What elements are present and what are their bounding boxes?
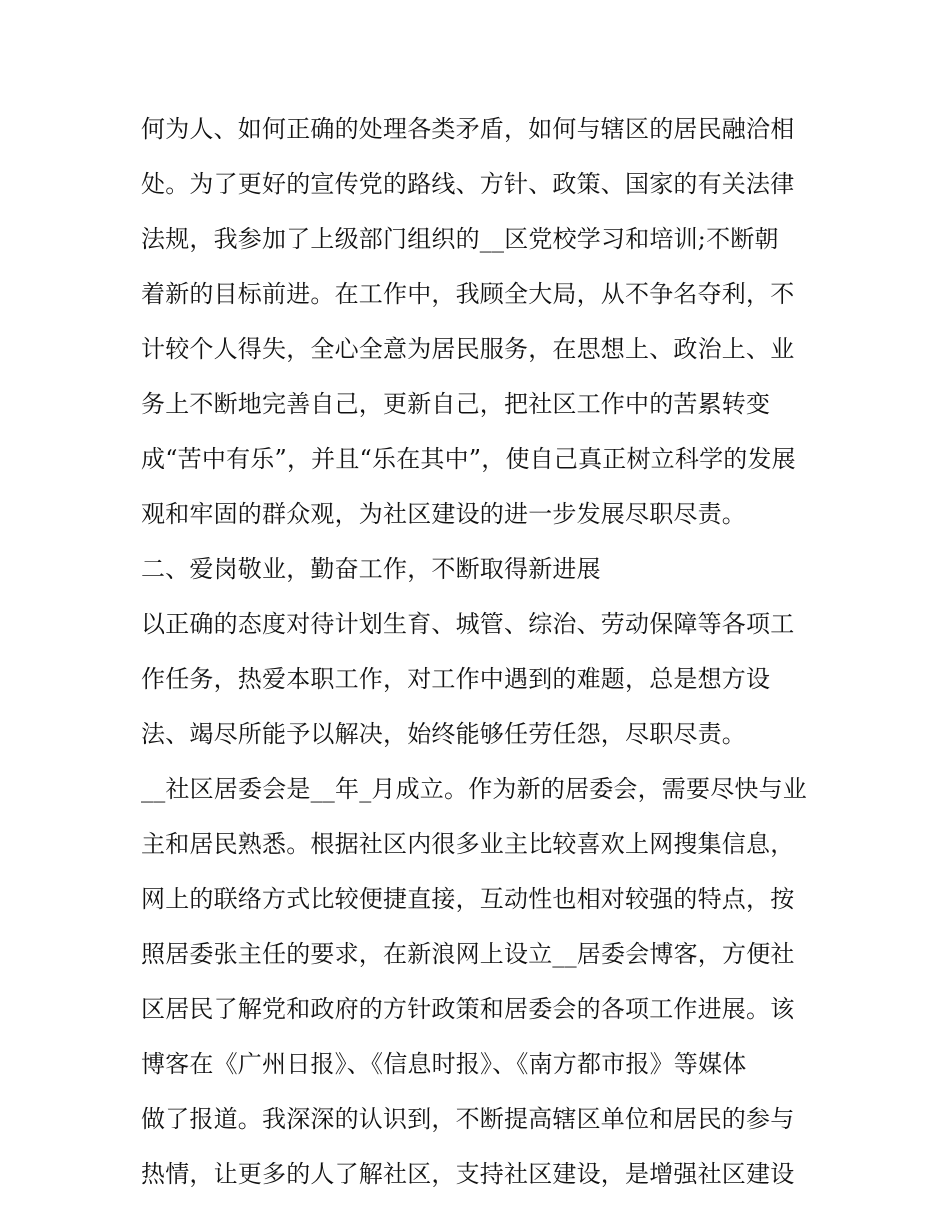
text-line: 法、竭尽所能予以解决，始终能够任劳任怨，尽职尽责。 bbox=[141, 720, 746, 748]
text-line: 做了报道。我深深的认识到，不断提高辖区单位和居民的参与 bbox=[141, 1105, 795, 1133]
text-line: 法规，我参加了上级部门组织的__区党校学习和培训;不断朝 bbox=[141, 225, 779, 253]
text-line: 计较个人得失，全心全意为居民服务，在思想上、政治上、业 bbox=[141, 335, 795, 363]
text-line: 主和居民熟悉。根据社区内很多业主比较喜欢上网搜集信息， bbox=[141, 830, 795, 858]
text-line: __社区居委会是__年_月成立。作为新的居委会，需要尽快与业 bbox=[141, 775, 807, 803]
text-line: 观和牢固的群众观，为社区建设的进一步发展尽职尽责。 bbox=[141, 500, 746, 528]
text-line: 热情，让更多的人了解社区，支持社区建设，是增强社区建设 bbox=[141, 1160, 795, 1188]
text-line: 以正确的态度对待计划生育、城管、综治、劳动保障等各项工 bbox=[141, 610, 795, 638]
text-line: 务上不断地完善自己，更新自己，把社区工作中的苦累转变 bbox=[141, 390, 771, 418]
text-line: 成“苦中有乐”，并且“乐在其中”，使自己真正树立科学的发展 bbox=[141, 445, 796, 473]
text-line: 作任务，热爱本职工作，对工作中遇到的难题，总是想方设 bbox=[141, 665, 771, 693]
section-heading: 二、爱岗敬业，勤奋工作，不断取得新进展 bbox=[141, 555, 601, 583]
text-line: 处。为了更好的宣传党的路线、方针、政策、国家的有关法律 bbox=[141, 170, 795, 198]
text-line: 网上的联络方式比较便捷直接，互动性也相对较强的特点，按 bbox=[141, 885, 795, 913]
text-line: 何为人、如何正确的处理各类矛盾，如何与辖区的居民融洽相 bbox=[141, 115, 795, 143]
text-line: 照居委张主任的要求，在新浪网上设立__居委会博客，方便社 bbox=[141, 940, 795, 968]
text-line: 着新的目标前进。在工作中，我顾全大局，从不争名夺利，不 bbox=[141, 280, 795, 308]
text-line: 博客在《广州日报》、《信息时报》、《南方都市报》等媒体 bbox=[141, 1050, 747, 1078]
text-line: 区居民了解党和政府的方针政策和居委会的各项工作进展。该 bbox=[141, 995, 795, 1023]
